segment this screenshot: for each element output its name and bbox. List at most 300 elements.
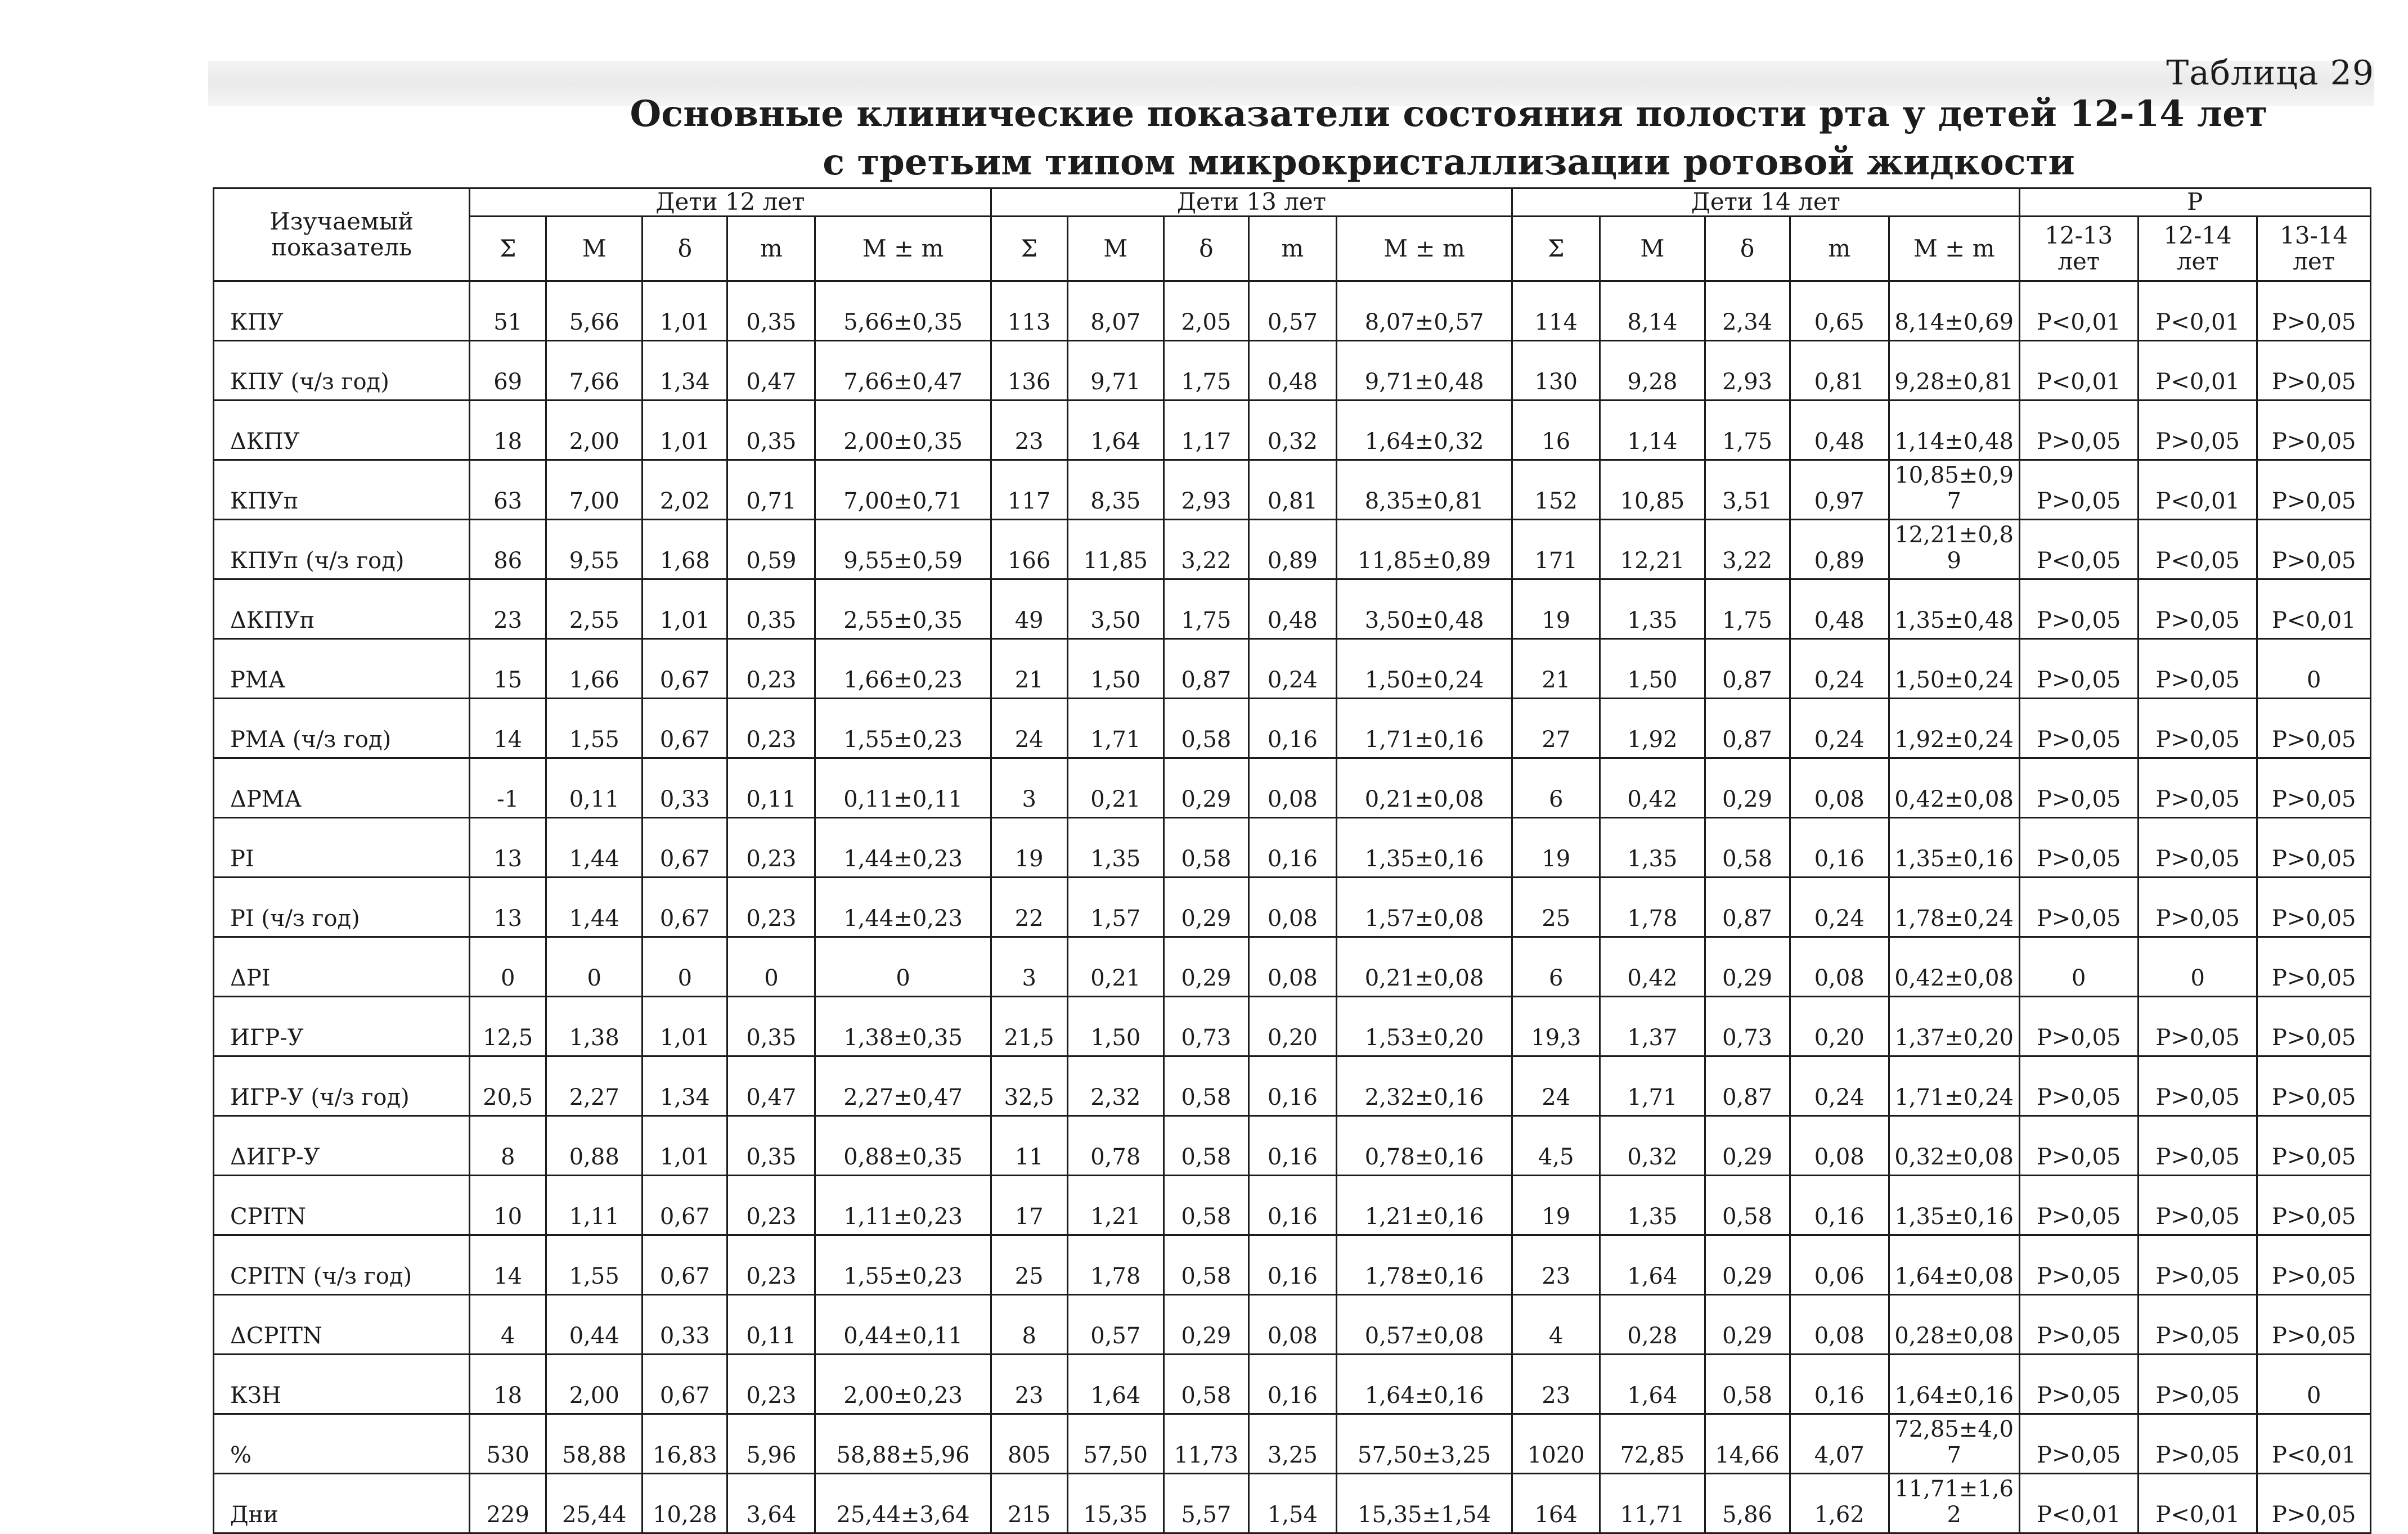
cell-sum-13: 215	[991, 1474, 1067, 1533]
cell-p-12-14: P<0,01	[2138, 341, 2257, 401]
cell-sigma-14: 0,58	[1705, 818, 1790, 878]
cell-p-12-13: P>0,05	[2019, 997, 2138, 1056]
cell-mean-error-13: 57,50±3,25	[1336, 1414, 1512, 1474]
cell-error-13: 0,81	[1248, 460, 1336, 520]
cell-p-13-14: 0	[2257, 1355, 2371, 1414]
header-mean-error: M ± m	[1889, 217, 2019, 281]
cell-mean-error-12: 5,66±0,35	[815, 281, 991, 341]
cell-mean-error-13: 3,50±0,48	[1336, 579, 1512, 639]
cell-mean-14: 0,28	[1600, 1295, 1705, 1355]
cell-sigma-14: 0,29	[1705, 1295, 1790, 1355]
cell-error-12: 0	[727, 937, 815, 997]
cell-sum-14: 130	[1512, 341, 1600, 401]
cell-mean-error-12: 9,55±0,59	[815, 520, 991, 579]
cell-sum-14: 6	[1512, 937, 1600, 997]
cell-error-14: 0,24	[1790, 1056, 1889, 1116]
cell-mean-13: 15,35	[1067, 1474, 1163, 1533]
cell-p-13-14: P>0,05	[2257, 1176, 2371, 1235]
header-mean: M	[1600, 217, 1705, 281]
cell-mean-error-13: 1,64±0,16	[1336, 1355, 1512, 1414]
cell-error-14: 0,81	[1790, 341, 1889, 401]
cell-sum-13: 113	[991, 281, 1067, 341]
cell-error-13: 0,16	[1248, 699, 1336, 758]
cell-sigma-12: 1,34	[643, 341, 727, 401]
cell-mean-14: 12,21	[1600, 520, 1705, 579]
header-group-13: Дети 13 лет	[991, 188, 1512, 217]
cell-sum-14: 164	[1512, 1474, 1600, 1533]
cell-error-13: 0,16	[1248, 1056, 1336, 1116]
cell-sum-14: 6	[1512, 758, 1600, 818]
cell-mean-error-14: 0,32±0,08	[1889, 1116, 2019, 1176]
cell-sigma-14: 0,58	[1705, 1355, 1790, 1414]
cell-sigma-12: 1,01	[643, 997, 727, 1056]
cell-mean-error-14: 0,42±0,08	[1889, 758, 2019, 818]
cell-mean-error-13: 1,57±0,08	[1336, 878, 1512, 937]
cell-p-13-14: 0	[2257, 639, 2371, 699]
cell-error-12: 0,71	[727, 460, 815, 520]
cell-p-12-14: P>0,05	[2138, 1235, 2257, 1295]
header-p-12-13: 12-13 лет	[2019, 217, 2138, 281]
cell-p-12-14: P>0,05	[2138, 1295, 2257, 1355]
cell-sigma-14: 0,87	[1705, 639, 1790, 699]
cell-sigma-12: 0,67	[643, 878, 727, 937]
cell-sum-14: 25	[1512, 878, 1600, 937]
cell-mean-14: 1,50	[1600, 639, 1705, 699]
header-group-14: Дети 14 лет	[1512, 188, 2019, 217]
cell-error-13: 0,89	[1248, 520, 1336, 579]
cell-mean-13: 0,21	[1067, 758, 1163, 818]
table-row	[214, 639, 2371, 699]
table-row	[214, 1414, 2371, 1474]
cell-sum-13: 19	[991, 818, 1067, 878]
cell-mean-error-12: 7,00±0,71	[815, 460, 991, 520]
cell-sigma-12: 1,01	[643, 281, 727, 341]
cell-sum-14: 4,5	[1512, 1116, 1600, 1176]
cell-error-12: 0,35	[727, 579, 815, 639]
cell-mean-14: 1,92	[1600, 699, 1705, 758]
header-sigma: δ	[1705, 217, 1790, 281]
cell-mean-13: 11,85	[1067, 520, 1163, 579]
cell-mean-error-14: 1,64±0,08	[1889, 1235, 2019, 1295]
table-title	[0, 90, 2408, 187]
cell-p-13-14: P>0,05	[2257, 341, 2371, 401]
cell-sum-12: 4	[470, 1295, 546, 1355]
cell-sum-13: 49	[991, 579, 1067, 639]
cell-error-14: 0,89	[1790, 520, 1889, 579]
cell-mean-13: 1,35	[1067, 818, 1163, 878]
cell-mean-error-14: 1,92±0,24	[1889, 699, 2019, 758]
cell-mean-14: 1,35	[1600, 818, 1705, 878]
cell-sigma-12: 0,33	[643, 758, 727, 818]
cell-error-12: 0,47	[727, 341, 815, 401]
cell-mean-error-13: 0,78±0,16	[1336, 1116, 1512, 1176]
cell-mean-13: 1,50	[1067, 639, 1163, 699]
cell-sum-13: 8	[991, 1295, 1067, 1355]
cell-mean-error-14: 10,85±0,97	[1889, 460, 2019, 520]
cell-sum-12: 23	[470, 579, 546, 639]
cell-p-12-13: P>0,05	[2019, 818, 2138, 878]
table-row	[214, 1355, 2371, 1414]
cell-p-12-14: P<0,01	[2138, 1474, 2257, 1533]
cell-mean-14: 0,42	[1600, 937, 1705, 997]
cell-p-13-14: P>0,05	[2257, 520, 2371, 579]
cell-mean-14: 8,14	[1600, 281, 1705, 341]
cell-error-13: 0,08	[1248, 878, 1336, 937]
cell-mean-error-13: 11,85±0,89	[1336, 520, 1512, 579]
row-indicator: КЗН	[214, 1355, 470, 1414]
cell-mean-error-13: 2,32±0,16	[1336, 1056, 1512, 1116]
cell-sum-12: 0	[470, 937, 546, 997]
cell-error-13: 1,54	[1248, 1474, 1336, 1533]
cell-mean-14: 10,85	[1600, 460, 1705, 520]
cell-mean-13: 1,64	[1067, 1355, 1163, 1414]
cell-p-12-13: P>0,05	[2019, 1414, 2138, 1474]
cell-mean-14: 0,42	[1600, 758, 1705, 818]
table-row	[214, 1235, 2371, 1295]
data-table	[213, 187, 2371, 1534]
cell-sum-14: 19	[1512, 818, 1600, 878]
cell-error-14: 0,48	[1790, 401, 1889, 460]
cell-mean-14: 1,35	[1600, 1176, 1705, 1235]
cell-mean-error-14: 9,28±0,81	[1889, 341, 2019, 401]
row-indicator: ИГР-У (ч/з год)	[214, 1056, 470, 1116]
cell-mean-error-12: 1,11±0,23	[815, 1176, 991, 1235]
cell-mean-12: 1,55	[546, 699, 643, 758]
cell-error-13: 0,16	[1248, 1355, 1336, 1414]
header-sigma: δ	[1163, 217, 1248, 281]
table-row	[214, 1056, 2371, 1116]
cell-mean-14: 1,78	[1600, 878, 1705, 937]
cell-mean-error-14: 0,42±0,08	[1889, 937, 2019, 997]
cell-sum-14: 152	[1512, 460, 1600, 520]
table-number-label: Таблица 29	[2166, 53, 2374, 93]
cell-mean-error-12: 2,00±0,35	[815, 401, 991, 460]
cell-sigma-13: 0,58	[1163, 1176, 1248, 1235]
cell-sum-14: 16	[1512, 401, 1600, 460]
cell-p-12-14: P>0,05	[2138, 1116, 2257, 1176]
cell-sigma-12: 0,67	[643, 639, 727, 699]
cell-mean-error-12: 58,88±5,96	[815, 1414, 991, 1474]
cell-sigma-13: 0,58	[1163, 699, 1248, 758]
table-row	[214, 579, 2371, 639]
cell-sum-12: 14	[470, 699, 546, 758]
cell-mean-error-14: 1,14±0,48	[1889, 401, 2019, 460]
header-error: m	[1790, 217, 1889, 281]
cell-sum-13: 24	[991, 699, 1067, 758]
cell-mean-error-12: 1,66±0,23	[815, 639, 991, 699]
cell-p-12-13: P<0,01	[2019, 341, 2138, 401]
cell-sigma-13: 0,87	[1163, 639, 1248, 699]
cell-sigma-12: 2,02	[643, 460, 727, 520]
cell-sum-13: 3	[991, 937, 1067, 997]
cell-mean-14: 1,14	[1600, 401, 1705, 460]
cell-mean-error-12: 1,44±0,23	[815, 818, 991, 878]
cell-mean-14: 11,71	[1600, 1474, 1705, 1533]
table-row	[214, 1474, 2371, 1533]
cell-sigma-13: 11,73	[1163, 1414, 1248, 1474]
cell-sum-14: 4	[1512, 1295, 1600, 1355]
cell-mean-13: 8,35	[1067, 460, 1163, 520]
cell-p-12-13: P>0,05	[2019, 401, 2138, 460]
cell-mean-error-12: 0,44±0,11	[815, 1295, 991, 1355]
cell-sum-14: 23	[1512, 1355, 1600, 1414]
cell-sigma-14: 2,93	[1705, 341, 1790, 401]
cell-error-13: 0,16	[1248, 1176, 1336, 1235]
cell-error-13: 0,08	[1248, 937, 1336, 997]
cell-mean-error-14: 11,71±1,62	[1889, 1474, 2019, 1533]
cell-mean-error-13: 15,35±1,54	[1336, 1474, 1512, 1533]
cell-p-12-13: P>0,05	[2019, 758, 2138, 818]
cell-error-14: 0,16	[1790, 1355, 1889, 1414]
cell-mean-error-12: 2,00±0,23	[815, 1355, 991, 1414]
cell-error-12: 0,11	[727, 1295, 815, 1355]
header-mean-error: M ± m	[1336, 217, 1512, 281]
cell-error-14: 0,08	[1790, 758, 1889, 818]
cell-sum-13: 21	[991, 639, 1067, 699]
cell-mean-13: 1,64	[1067, 401, 1163, 460]
cell-sigma-14: 0,29	[1705, 758, 1790, 818]
cell-p-13-14: P>0,05	[2257, 460, 2371, 520]
cell-error-14: 4,07	[1790, 1414, 1889, 1474]
table-row	[214, 818, 2371, 878]
cell-mean-12: 1,55	[546, 1235, 643, 1295]
cell-sum-12: -1	[470, 758, 546, 818]
cell-p-12-13: P<0,01	[2019, 1474, 2138, 1533]
cell-sigma-14: 0,73	[1705, 997, 1790, 1056]
row-indicator: ΔCPITN	[214, 1295, 470, 1355]
cell-sigma-13: 0,29	[1163, 1295, 1248, 1355]
cell-sigma-14: 0,29	[1705, 1235, 1790, 1295]
cell-mean-12: 58,88	[546, 1414, 643, 1474]
cell-p-12-14: P<0,01	[2138, 460, 2257, 520]
cell-mean-error-12: 7,66±0,47	[815, 341, 991, 401]
cell-mean-14: 0,32	[1600, 1116, 1705, 1176]
cell-sigma-14: 5,86	[1705, 1474, 1790, 1533]
row-indicator: ИГР-У	[214, 997, 470, 1056]
cell-sum-12: 10	[470, 1176, 546, 1235]
cell-mean-error-14: 0,28±0,08	[1889, 1295, 2019, 1355]
table-row	[214, 460, 2371, 520]
cell-p-12-14: P>0,05	[2138, 579, 2257, 639]
cell-p-13-14: P>0,05	[2257, 1235, 2371, 1295]
cell-mean-error-14: 1,35±0,48	[1889, 579, 2019, 639]
cell-sigma-14: 0,87	[1705, 699, 1790, 758]
cell-mean-error-14: 1,64±0,16	[1889, 1355, 2019, 1414]
table-row	[214, 281, 2371, 341]
table-row	[214, 1295, 2371, 1355]
cell-sum-12: 20,5	[470, 1056, 546, 1116]
cell-mean-14: 1,37	[1600, 997, 1705, 1056]
cell-error-13: 0,48	[1248, 579, 1336, 639]
cell-error-14: 0,06	[1790, 1235, 1889, 1295]
cell-p-12-14: P>0,05	[2138, 818, 2257, 878]
cell-sigma-13: 1,75	[1163, 579, 1248, 639]
cell-error-14: 1,62	[1790, 1474, 1889, 1533]
table-row	[214, 520, 2371, 579]
cell-error-14: 0,24	[1790, 639, 1889, 699]
row-indicator: %	[214, 1414, 470, 1474]
table-title-line-2: с третьим типом микрокристаллизации ротовой жидкости	[823, 141, 2075, 183]
cell-mean-13: 3,50	[1067, 579, 1163, 639]
table-title-line-1: Основные клинические показатели состояния полости рта у детей 12-14 лет	[630, 93, 2268, 135]
cell-sum-14: 171	[1512, 520, 1600, 579]
cell-sum-13: 805	[991, 1414, 1067, 1474]
cell-mean-14: 1,64	[1600, 1355, 1705, 1414]
cell-sum-13: 21,5	[991, 997, 1067, 1056]
cell-sigma-12: 0,67	[643, 1176, 727, 1235]
cell-sigma-13: 0,73	[1163, 997, 1248, 1056]
cell-sigma-14: 0,87	[1705, 878, 1790, 937]
cell-error-14: 0,65	[1790, 281, 1889, 341]
cell-error-14: 0,08	[1790, 937, 1889, 997]
cell-sigma-13: 0,29	[1163, 878, 1248, 937]
cell-sum-13: 23	[991, 401, 1067, 460]
row-indicator: КПУ	[214, 281, 470, 341]
cell-mean-error-12: 2,27±0,47	[815, 1056, 991, 1116]
row-indicator: ΔКПУп	[214, 579, 470, 639]
cell-p-12-14: P>0,05	[2138, 639, 2257, 699]
cell-p-13-14: P>0,05	[2257, 401, 2371, 460]
row-indicator: ΔИГР-У	[214, 1116, 470, 1176]
row-indicator: РМА (ч/з год)	[214, 699, 470, 758]
cell-mean-error-14: 8,14±0,69	[1889, 281, 2019, 341]
cell-mean-12: 5,66	[546, 281, 643, 341]
cell-sigma-12: 0,33	[643, 1295, 727, 1355]
cell-sigma-14: 0,87	[1705, 1056, 1790, 1116]
cell-sum-12: 51	[470, 281, 546, 341]
cell-mean-12: 7,66	[546, 341, 643, 401]
table-row	[214, 341, 2371, 401]
cell-mean-error-14: 1,78±0,24	[1889, 878, 2019, 937]
cell-p-13-14: P>0,05	[2257, 818, 2371, 878]
cell-p-12-13: P>0,05	[2019, 878, 2138, 937]
cell-sum-14: 19	[1512, 1176, 1600, 1235]
cell-p-12-14: P>0,05	[2138, 1355, 2257, 1414]
cell-p-12-14: P>0,05	[2138, 878, 2257, 937]
cell-mean-14: 72,85	[1600, 1414, 1705, 1474]
cell-p-13-14: P>0,05	[2257, 1295, 2371, 1355]
cell-sum-12: 13	[470, 878, 546, 937]
row-indicator: Дни	[214, 1474, 470, 1533]
cell-sigma-14: 0,58	[1705, 1176, 1790, 1235]
cell-p-12-13: P>0,05	[2019, 639, 2138, 699]
cell-error-13: 0,24	[1248, 639, 1336, 699]
cell-p-12-14: P<0,01	[2138, 281, 2257, 341]
cell-p-12-13: P>0,05	[2019, 1355, 2138, 1414]
cell-error-13: 0,32	[1248, 401, 1336, 460]
cell-p-13-14: P>0,05	[2257, 1474, 2371, 1533]
cell-error-13: 0,16	[1248, 818, 1336, 878]
row-indicator: КПУ (ч/з год)	[214, 341, 470, 401]
cell-mean-error-12: 0	[815, 937, 991, 997]
cell-mean-error-14: 1,37±0,20	[1889, 997, 2019, 1056]
cell-mean-13: 9,71	[1067, 341, 1163, 401]
cell-sum-14: 21	[1512, 639, 1600, 699]
header-mean-error: M ± m	[815, 217, 991, 281]
header-sum: Σ	[1512, 217, 1600, 281]
cell-p-13-14: P>0,05	[2257, 281, 2371, 341]
cell-mean-error-12: 1,44±0,23	[815, 878, 991, 937]
cell-error-14: 0,16	[1790, 818, 1889, 878]
cell-sigma-13: 1,17	[1163, 401, 1248, 460]
header-sigma: δ	[643, 217, 727, 281]
cell-mean-error-13: 1,53±0,20	[1336, 997, 1512, 1056]
cell-mean-13: 0,21	[1067, 937, 1163, 997]
cell-error-12: 3,64	[727, 1474, 815, 1533]
cell-mean-error-13: 1,21±0,16	[1336, 1176, 1512, 1235]
cell-sigma-13: 0,58	[1163, 1116, 1248, 1176]
cell-p-12-14: P>0,05	[2138, 758, 2257, 818]
cell-error-14: 0,08	[1790, 1295, 1889, 1355]
cell-sum-12: 8	[470, 1116, 546, 1176]
cell-mean-error-13: 1,50±0,24	[1336, 639, 1512, 699]
cell-sum-13: 23	[991, 1355, 1067, 1414]
cell-sigma-14: 0,29	[1705, 1116, 1790, 1176]
cell-mean-12: 1,38	[546, 997, 643, 1056]
cell-error-14: 0,24	[1790, 878, 1889, 937]
cell-error-12: 0,35	[727, 1116, 815, 1176]
cell-sum-12: 18	[470, 1355, 546, 1414]
cell-mean-error-14: 1,35±0,16	[1889, 818, 2019, 878]
cell-mean-error-13: 1,78±0,16	[1336, 1235, 1512, 1295]
cell-error-13: 3,25	[1248, 1414, 1336, 1474]
cell-mean-13: 1,57	[1067, 878, 1163, 937]
cell-mean-error-13: 1,35±0,16	[1336, 818, 1512, 878]
cell-p-12-13: P>0,05	[2019, 1116, 2138, 1176]
cell-error-12: 0,35	[727, 997, 815, 1056]
row-indicator: КПУп (ч/з год)	[214, 520, 470, 579]
cell-mean-12: 0,88	[546, 1116, 643, 1176]
cell-p-12-13: P<0,05	[2019, 520, 2138, 579]
cell-sum-13: 117	[991, 460, 1067, 520]
cell-error-12: 0,35	[727, 401, 815, 460]
cell-sum-12: 18	[470, 401, 546, 460]
cell-mean-12: 0,44	[546, 1295, 643, 1355]
header-error: m	[727, 217, 815, 281]
cell-mean-14: 1,71	[1600, 1056, 1705, 1116]
cell-mean-12: 1,44	[546, 878, 643, 937]
cell-p-12-14: P>0,05	[2138, 1414, 2257, 1474]
table-row	[214, 699, 2371, 758]
cell-sigma-13: 0,29	[1163, 937, 1248, 997]
header-p-13-14: 13-14 лет	[2257, 217, 2371, 281]
cell-mean-error-12: 1,55±0,23	[815, 699, 991, 758]
cell-mean-error-13: 8,07±0,57	[1336, 281, 1512, 341]
cell-mean-error-14: 1,71±0,24	[1889, 1056, 2019, 1116]
cell-p-12-13: P>0,05	[2019, 460, 2138, 520]
cell-mean-12: 9,55	[546, 520, 643, 579]
cell-sigma-12: 0,67	[643, 1355, 727, 1414]
cell-sigma-13: 0,58	[1163, 1056, 1248, 1116]
cell-sigma-12: 16,83	[643, 1414, 727, 1474]
cell-error-13: 0,48	[1248, 341, 1336, 401]
cell-error-14: 0,48	[1790, 579, 1889, 639]
header-mean: M	[546, 217, 643, 281]
cell-sigma-14: 3,51	[1705, 460, 1790, 520]
cell-p-13-14: P>0,05	[2257, 1116, 2371, 1176]
cell-sigma-12: 0	[643, 937, 727, 997]
table-row	[214, 1176, 2371, 1235]
table-row	[214, 937, 2371, 997]
cell-sum-12: 229	[470, 1474, 546, 1533]
cell-sum-13: 11	[991, 1116, 1067, 1176]
cell-mean-error-12: 2,55±0,35	[815, 579, 991, 639]
cell-sum-14: 19,3	[1512, 997, 1600, 1056]
cell-sum-13: 22	[991, 878, 1067, 937]
cell-sum-12: 12,5	[470, 997, 546, 1056]
cell-mean-error-12: 1,55±0,23	[815, 1235, 991, 1295]
cell-error-13: 0,20	[1248, 997, 1336, 1056]
